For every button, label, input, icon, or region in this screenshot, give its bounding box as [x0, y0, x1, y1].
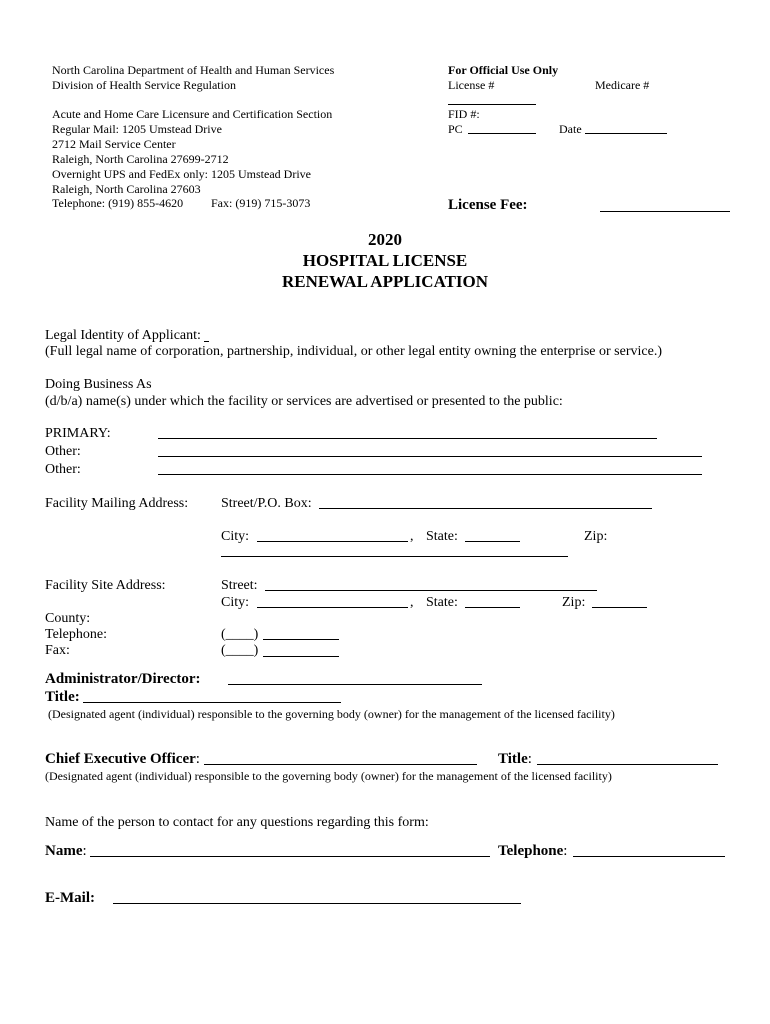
official-license-line[interactable]: [448, 104, 536, 105]
agency-telephone: Telephone: (919) 855-4620: [52, 196, 184, 210]
agency-section: Acute and Home Care Licensure and Certification Section: [52, 107, 333, 121]
form-title-line2: RENEWAL APPLICATION: [281, 272, 489, 291]
dba-other2-label: Other:: [45, 462, 81, 477]
site-fax-label: Fax:: [45, 643, 70, 658]
legal-identity-note: (Full legal name of corporation, partnership, individual, or other legal entity owning the enterprise or service.): [45, 344, 662, 359]
site-zip-field[interactable]: [592, 607, 647, 608]
official-date-line[interactable]: [585, 133, 667, 134]
mailing-address-label: Facility Mailing Address:: [45, 496, 189, 511]
dba-other1-field[interactable]: [158, 456, 702, 457]
mailing-state-label: State:: [426, 529, 458, 544]
mailing-city-field[interactable]: [257, 541, 408, 542]
form-title-line1: HOSPITAL LICENSE: [302, 251, 468, 270]
admin-director-field[interactable]: [228, 684, 482, 685]
contact-name-field[interactable]: [90, 856, 490, 857]
mailing-street-field[interactable]: [319, 508, 652, 509]
mailing-state-field[interactable]: [465, 541, 520, 542]
dba-other2-field[interactable]: [158, 474, 702, 475]
agency-mail-center: 2712 Mail Service Center: [52, 137, 176, 151]
license-fee-label: License Fee:: [448, 197, 528, 213]
site-address-label: Facility Site Address:: [45, 578, 166, 593]
dba-primary-field[interactable]: [158, 438, 657, 439]
mailing-street-label: Street/P.O. Box:: [221, 496, 312, 511]
ceo-title-group: Title:: [498, 751, 532, 767]
official-use-heading: For Official Use Only: [448, 63, 559, 77]
site-street-field[interactable]: [265, 590, 597, 591]
ceo-title-field[interactable]: [537, 764, 718, 765]
mailing-extra-line[interactable]: [221, 556, 568, 557]
mailing-comma: ,: [410, 529, 414, 544]
official-medicare-label: Medicare #: [595, 78, 650, 92]
site-fax-areacode[interactable]: (____): [221, 643, 259, 658]
official-date-label: Date: [559, 122, 582, 136]
admin-note: (Designated agent (individual) responsible to the governing body (owner) for the management of the licensed facility): [48, 707, 615, 721]
contact-telephone-label: Telephone: [498, 843, 564, 859]
agency-mail-address: Regular Mail: 1205 Umstead Drive: [52, 122, 222, 136]
mailing-city-label: City:: [221, 529, 250, 544]
form-year: 2020: [368, 230, 402, 249]
site-state-field[interactable]: [465, 607, 520, 608]
contact-name-label: Name: [45, 843, 83, 859]
ceo-field[interactable]: [204, 764, 477, 765]
official-fid-label: FID #:: [448, 107, 480, 121]
agency-overnight: Overnight UPS and FedEx only: 1205 Umstead Drive: [52, 167, 311, 181]
site-telephone-areacode[interactable]: (____): [221, 627, 259, 642]
official-pc-label: PC: [448, 122, 463, 136]
site-telephone-field[interactable]: [263, 639, 339, 640]
site-city-field[interactable]: [257, 607, 408, 608]
site-fax-field[interactable]: [263, 656, 339, 657]
agency-city: Raleigh, North Carolina 27699-2712: [52, 152, 229, 166]
dba-note: (d/b/a) name(s) under which the facility or services are advertised or presented to the public:: [45, 394, 563, 409]
site-comma: ,: [410, 595, 414, 610]
agency-overnight-city: Raleigh, North Carolina 27603: [52, 182, 201, 196]
legal-identity-label: Legal Identity of Applicant:: [45, 328, 201, 343]
site-street-label: Street:: [221, 578, 258, 593]
contact-email-label: E-Mail:: [45, 890, 95, 906]
agency-name: North Carolina Department of Health and Human Services: [52, 63, 335, 77]
contact-prompt: Name of the person to contact for any questions regarding this form:: [45, 815, 429, 830]
dba-primary-label: PRIMARY:: [45, 426, 111, 441]
dba-label: Doing Business As: [45, 377, 152, 392]
contact-email-field[interactable]: [113, 903, 521, 904]
admin-director-label: Administrator/Director:: [45, 671, 201, 687]
ceo-label-group: Chief Executive Officer:: [45, 751, 200, 767]
official-pc-line[interactable]: [468, 133, 536, 134]
site-telephone-label: Telephone:: [45, 627, 107, 642]
agency-division: Division of Health Service Regulation: [52, 78, 236, 92]
admin-title-field[interactable]: [83, 702, 341, 703]
mailing-zip-label: Zip:: [584, 529, 608, 544]
official-license-label: License #: [448, 78, 495, 92]
dba-other1-label: Other:: [45, 444, 81, 459]
agency-fax: Fax: (919) 715-3073: [211, 196, 311, 210]
site-city-label: City:: [221, 595, 250, 610]
ceo-note: (Designated agent (individual) responsible to the governing body (owner) for the management of the licensed facility): [45, 769, 612, 783]
contact-telephone-field[interactable]: [573, 856, 725, 857]
site-state-label: State:: [426, 595, 458, 610]
ceo-label: Chief Executive Officer: [45, 751, 196, 767]
legal-identity-field[interactable]: [204, 341, 209, 342]
admin-title-label: Title:: [45, 689, 80, 705]
contact-telephone-group: Telephone:: [498, 843, 568, 859]
site-county-label: County:: [45, 611, 91, 626]
ceo-title-label: Title: [498, 751, 528, 767]
site-zip-label: Zip:: [562, 595, 586, 610]
contact-name-group: Name:: [45, 843, 87, 859]
license-fee-line[interactable]: [600, 211, 730, 212]
